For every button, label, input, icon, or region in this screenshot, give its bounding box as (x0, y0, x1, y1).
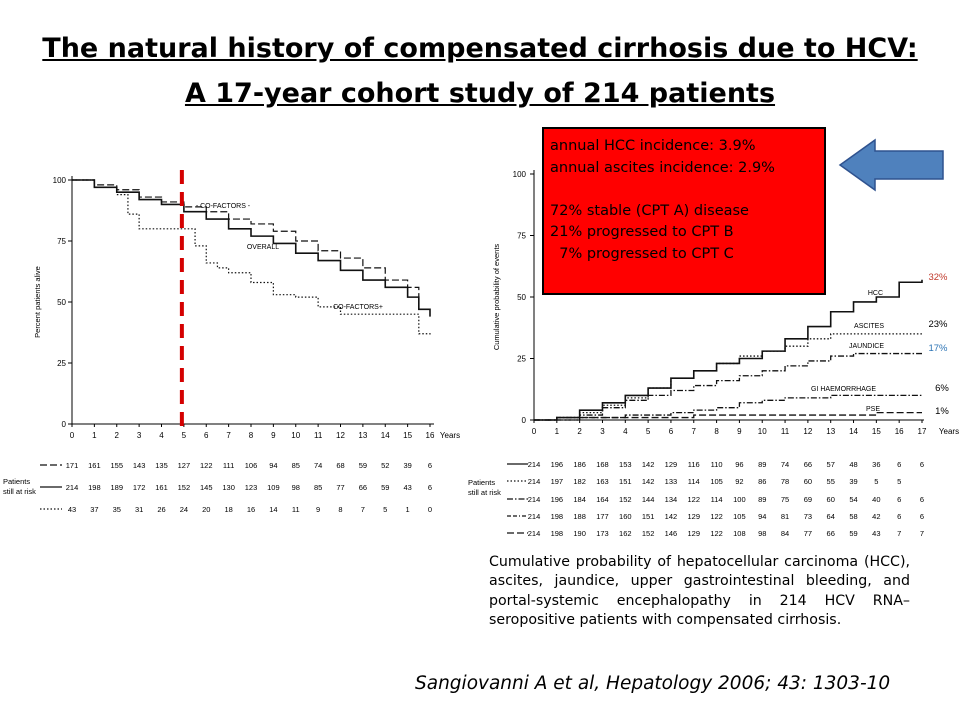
risk-cell: 68 (336, 461, 345, 470)
risk-cell: 60 (803, 477, 813, 486)
y-axis-title: Cumulative probability of events (492, 243, 501, 351)
risk-cell: 14 (269, 505, 278, 514)
x-tick-label: 11 (313, 431, 323, 440)
risk-cell: 77 (336, 483, 345, 492)
risk-cell: 111 (222, 461, 235, 470)
risk-cell: 184 (573, 495, 586, 504)
x-tick-label: 3 (136, 431, 142, 440)
risk-cell: 58 (849, 512, 858, 521)
series-end-label: 23% (928, 319, 948, 330)
risk-cell: 188 (573, 512, 586, 521)
risk-cell: 42 (872, 512, 881, 521)
risk-cell: 1 (405, 505, 410, 514)
y-axis-title: Percent patients alive (33, 266, 42, 338)
risk-cell: 52 (381, 461, 390, 470)
risk-cell: 122 (710, 512, 723, 521)
risk-cell: 89 (758, 495, 767, 504)
x-tick-label: 1 (92, 431, 97, 440)
risk-cell: 135 (155, 461, 168, 470)
risk-cell: 172 (132, 483, 146, 492)
x-tick-label: 13 (826, 427, 836, 436)
risk-cell: 6 (919, 495, 925, 504)
risk-cell: 108 (733, 529, 746, 538)
risk-cell: 142 (641, 477, 655, 486)
risk-cell: 96 (735, 460, 744, 469)
risk-cell: 69 (803, 495, 813, 504)
risk-cell: 5 (874, 477, 879, 486)
risk-cell: 214 (527, 460, 541, 469)
x-tick-label: 12 (336, 431, 345, 440)
x-tick-label: 4 (159, 431, 164, 440)
risk-cell: 6 (897, 495, 902, 504)
risk-cell: 94 (758, 512, 767, 521)
x-tick-label: 10 (291, 431, 301, 440)
risk-cell: 110 (710, 460, 723, 469)
risk-cell: 86 (758, 477, 767, 486)
risk-cell: 196 (550, 460, 564, 469)
risk-table-header: Patients (468, 478, 496, 487)
risk-cell: 6 (897, 512, 902, 521)
risk-cell: 85 (291, 461, 300, 470)
x-tick-label: 7 (691, 427, 696, 436)
risk-cell: 105 (710, 477, 723, 486)
risk-cell: 182 (573, 477, 586, 486)
risk-cell: 98 (291, 483, 300, 492)
risk-cell: 43 (67, 505, 77, 514)
risk-cell: 145 (199, 483, 213, 492)
risk-cell: 66 (826, 529, 835, 538)
risk-cell: 214 (527, 495, 541, 504)
risk-cell: 214 (527, 512, 541, 521)
x-tick-label: 3 (600, 427, 605, 436)
x-tick-label: 14 (849, 427, 858, 436)
risk-cell: 198 (88, 483, 101, 492)
risk-table-header: still at risk (468, 488, 501, 497)
risk-cell: 48 (849, 460, 858, 469)
x-tick-label: 8 (714, 427, 719, 436)
summary-line: 7% progressed to CPT C (550, 245, 734, 262)
x-tick-label: 16 (425, 431, 435, 440)
risk-cell: 66 (358, 483, 368, 492)
risk-cell: 64 (826, 512, 835, 521)
x-tick-label: 11 (780, 427, 790, 436)
risk-cell: 26 (157, 505, 166, 514)
risk-cell: 6 (919, 512, 925, 521)
risk-cell: 94 (269, 461, 278, 470)
risk-cell: 5 (383, 505, 388, 514)
risk-cell: 5 (897, 477, 902, 486)
risk-cell: 152 (619, 495, 632, 504)
series-label: ASCITES (854, 323, 884, 330)
risk-cell: 60 (826, 495, 835, 504)
risk-cell: 6 (427, 483, 433, 492)
x-tick-label: 15 (403, 431, 413, 440)
risk-cell: 57 (826, 460, 835, 469)
risk-cell: 129 (687, 529, 701, 538)
risk-cell: 189 (110, 483, 124, 492)
risk-cell: 9 (316, 505, 321, 514)
y-tick-label: 50 (517, 293, 526, 302)
risk-cell: 39 (849, 477, 858, 486)
risk-cell: 143 (132, 461, 146, 470)
x-tick-label: 12 (803, 427, 813, 436)
x-tick-label: 8 (248, 431, 254, 440)
summary-line: annual HCC incidence: 3.9% (550, 138, 756, 154)
risk-cell: 127 (177, 461, 191, 470)
x-tick-label: 10 (757, 427, 767, 436)
red-summary-box (542, 127, 826, 295)
risk-cell: 186 (573, 460, 586, 469)
series-label: OVERALL (246, 244, 280, 251)
risk-cell: 109 (267, 483, 280, 492)
risk-cell: 214 (65, 483, 79, 492)
x-tick-label: 14 (380, 431, 390, 440)
x-axis-unit-label: Years (938, 427, 960, 436)
risk-cell: 39 (403, 461, 412, 470)
series-line (534, 413, 922, 420)
risk-cell: 114 (687, 477, 700, 486)
y-tick-label: 100 (512, 170, 526, 179)
risk-cell: 105 (733, 512, 746, 521)
y-tick-label: 100 (52, 176, 66, 185)
risk-cell: 75 (780, 495, 790, 504)
risk-cell: 73 (803, 512, 813, 521)
risk-cell: 24 (179, 505, 189, 514)
series-label: CO-FACTORS+ (333, 304, 383, 311)
y-tick-label: 50 (57, 298, 66, 307)
risk-cell: 54 (849, 495, 858, 504)
risk-cell: 197 (550, 477, 564, 486)
risk-cell: 31 (134, 505, 144, 514)
y-tick-label: 25 (57, 359, 66, 368)
risk-table-header: Patients (3, 477, 31, 486)
risk-cell: 74 (780, 460, 790, 469)
risk-cell: 160 (619, 512, 632, 521)
risk-cell: 6 (427, 461, 433, 470)
slide-title-line1: The natural history of compensated cirrhosis due to HCV: (42, 33, 918, 64)
risk-cell: 151 (619, 477, 632, 486)
risk-cell: 6 (897, 460, 902, 469)
risk-cell: 161 (155, 483, 168, 492)
risk-cell: 20 (202, 505, 211, 514)
x-tick-label: 6 (204, 431, 209, 440)
risk-cell: 37 (90, 505, 99, 514)
risk-cell: 114 (710, 495, 723, 504)
risk-cell: 146 (664, 529, 678, 538)
x-tick-label: 17 (917, 427, 927, 436)
series-end-label: 6% (935, 383, 949, 394)
risk-cell: 122 (687, 495, 701, 504)
series-line (72, 180, 430, 336)
risk-cell: 196 (550, 495, 564, 504)
y-tick-label: 0 (61, 420, 66, 429)
risk-cell: 77 (803, 529, 813, 538)
risk-cell: 155 (110, 461, 124, 470)
summary-line: 72% stable (CPT A) disease (550, 202, 749, 219)
risk-cell: 59 (849, 529, 858, 538)
slide-title-line2: A 17-year cohort study of 214 patients (184, 78, 776, 109)
risk-cell: 134 (664, 495, 678, 504)
risk-cell: 142 (664, 512, 678, 521)
risk-cell: 8 (338, 505, 343, 514)
risk-cell: 98 (758, 529, 767, 538)
risk-cell: 144 (641, 495, 655, 504)
series-end-label: 17% (928, 343, 948, 354)
y-tick-label: 0 (521, 416, 526, 425)
risk-table-header: still at risk (3, 487, 36, 496)
risk-cell: 55 (826, 477, 835, 486)
x-tick-label: 5 (181, 431, 187, 440)
series-label: PSE (865, 406, 880, 413)
pointer-arrow-icon (840, 140, 943, 190)
risk-cell: 214 (527, 477, 541, 486)
x-tick-label: 2 (577, 427, 582, 436)
risk-cell: 66 (803, 460, 813, 469)
risk-cell: 168 (596, 460, 609, 469)
x-tick-label: 4 (623, 427, 628, 436)
series-label: GI HAEMORRHAGE (811, 386, 876, 393)
risk-cell: 151 (641, 512, 655, 521)
x-tick-label: 13 (358, 431, 368, 440)
risk-cell: 190 (573, 529, 586, 538)
risk-cell: 122 (199, 461, 213, 470)
risk-cell: 16 (246, 505, 256, 514)
risk-cell: 171 (65, 461, 79, 470)
y-tick-label: 75 (517, 231, 526, 241)
series-label: JAUNDICE (848, 343, 884, 350)
risk-cell: 129 (664, 460, 678, 469)
risk-cell: 162 (619, 529, 632, 538)
x-tick-label: 0 (531, 427, 537, 436)
citation: Sangiovanni A et al, Hepatology 2006; 43: 1303-10 (415, 673, 891, 694)
risk-cell: 142 (641, 460, 655, 469)
summary-line: 21% progressed to CPT B (550, 224, 734, 240)
risk-cell: 43 (403, 483, 412, 492)
series-end-label: 32% (928, 272, 948, 283)
series-label: - CO-FACTORS - (195, 203, 251, 210)
risk-cell: 123 (244, 483, 258, 492)
y-tick-label: 25 (517, 354, 526, 364)
x-tick-label: 15 (871, 427, 881, 436)
risk-cell: 163 (596, 477, 609, 486)
risk-cell: 78 (780, 477, 790, 486)
risk-cell: 130 (222, 483, 235, 492)
risk-cell: 59 (381, 483, 390, 492)
risk-cell: 43 (872, 529, 881, 538)
risk-cell: 100 (733, 495, 746, 504)
risk-cell: 122 (710, 529, 723, 538)
risk-cell: 164 (596, 495, 609, 504)
figure-caption: Cumulative probability of hepatocellular carcinoma (HCC), ascites, jaundice, upper gastrointestinal bleeding, and portal-systemic encephalopathy in 214 HCV RNA–seropositive patients with compensated cirrhosis. (489, 554, 910, 629)
risk-cell: 36 (872, 460, 881, 469)
summary-line (550, 179, 818, 201)
risk-cell: 74 (313, 461, 323, 470)
risk-cell: 133 (664, 477, 678, 486)
risk-cell: 18 (224, 505, 233, 514)
x-tick-label: 2 (114, 431, 119, 440)
risk-cell: 116 (687, 460, 700, 469)
x-tick-label: 6 (668, 427, 674, 436)
x-tick-label: 7 (226, 431, 231, 440)
risk-cell: 84 (780, 529, 790, 538)
risk-cell: 7 (919, 529, 925, 538)
risk-cell: 152 (641, 529, 655, 538)
summary-line: annual ascites incidence: 2.9% (550, 159, 775, 176)
risk-cell: 81 (780, 512, 790, 521)
risk-cell: 198 (550, 512, 564, 521)
risk-cell: 0 (427, 505, 433, 514)
risk-cell: 89 (758, 460, 767, 469)
x-tick-label: 1 (554, 427, 560, 436)
x-tick-label: 16 (894, 427, 904, 436)
risk-cell: 7 (360, 505, 365, 514)
risk-cell: 173 (596, 529, 609, 538)
series-end-label: 1% (935, 406, 949, 417)
risk-cell: 129 (687, 512, 701, 521)
risk-cell: 85 (313, 483, 323, 492)
risk-cell: 177 (596, 512, 609, 521)
risk-cell: 214 (527, 529, 541, 538)
y-tick-label: 75 (57, 237, 66, 246)
risk-cell: 35 (112, 505, 121, 514)
x-tick-label: 9 (737, 427, 742, 436)
risk-cell: 198 (550, 529, 564, 538)
x-tick-label: 9 (271, 431, 276, 440)
x-tick-label: 5 (645, 427, 651, 436)
x-axis-unit-label: Years (439, 431, 461, 440)
risk-cell: 6 (919, 460, 925, 469)
risk-cell: 153 (619, 460, 632, 469)
risk-cell: 161 (88, 461, 101, 470)
risk-cell: 7 (897, 529, 902, 538)
risk-cell: 92 (735, 477, 744, 486)
x-tick-label: 0 (69, 431, 75, 440)
risk-cell: 40 (872, 495, 881, 504)
risk-cell: 152 (177, 483, 191, 492)
risk-cell: 106 (244, 461, 258, 470)
risk-cell: 59 (358, 461, 368, 470)
risk-cell: 11 (291, 505, 300, 514)
series-line (534, 395, 922, 420)
series-label: HCC (867, 290, 883, 297)
